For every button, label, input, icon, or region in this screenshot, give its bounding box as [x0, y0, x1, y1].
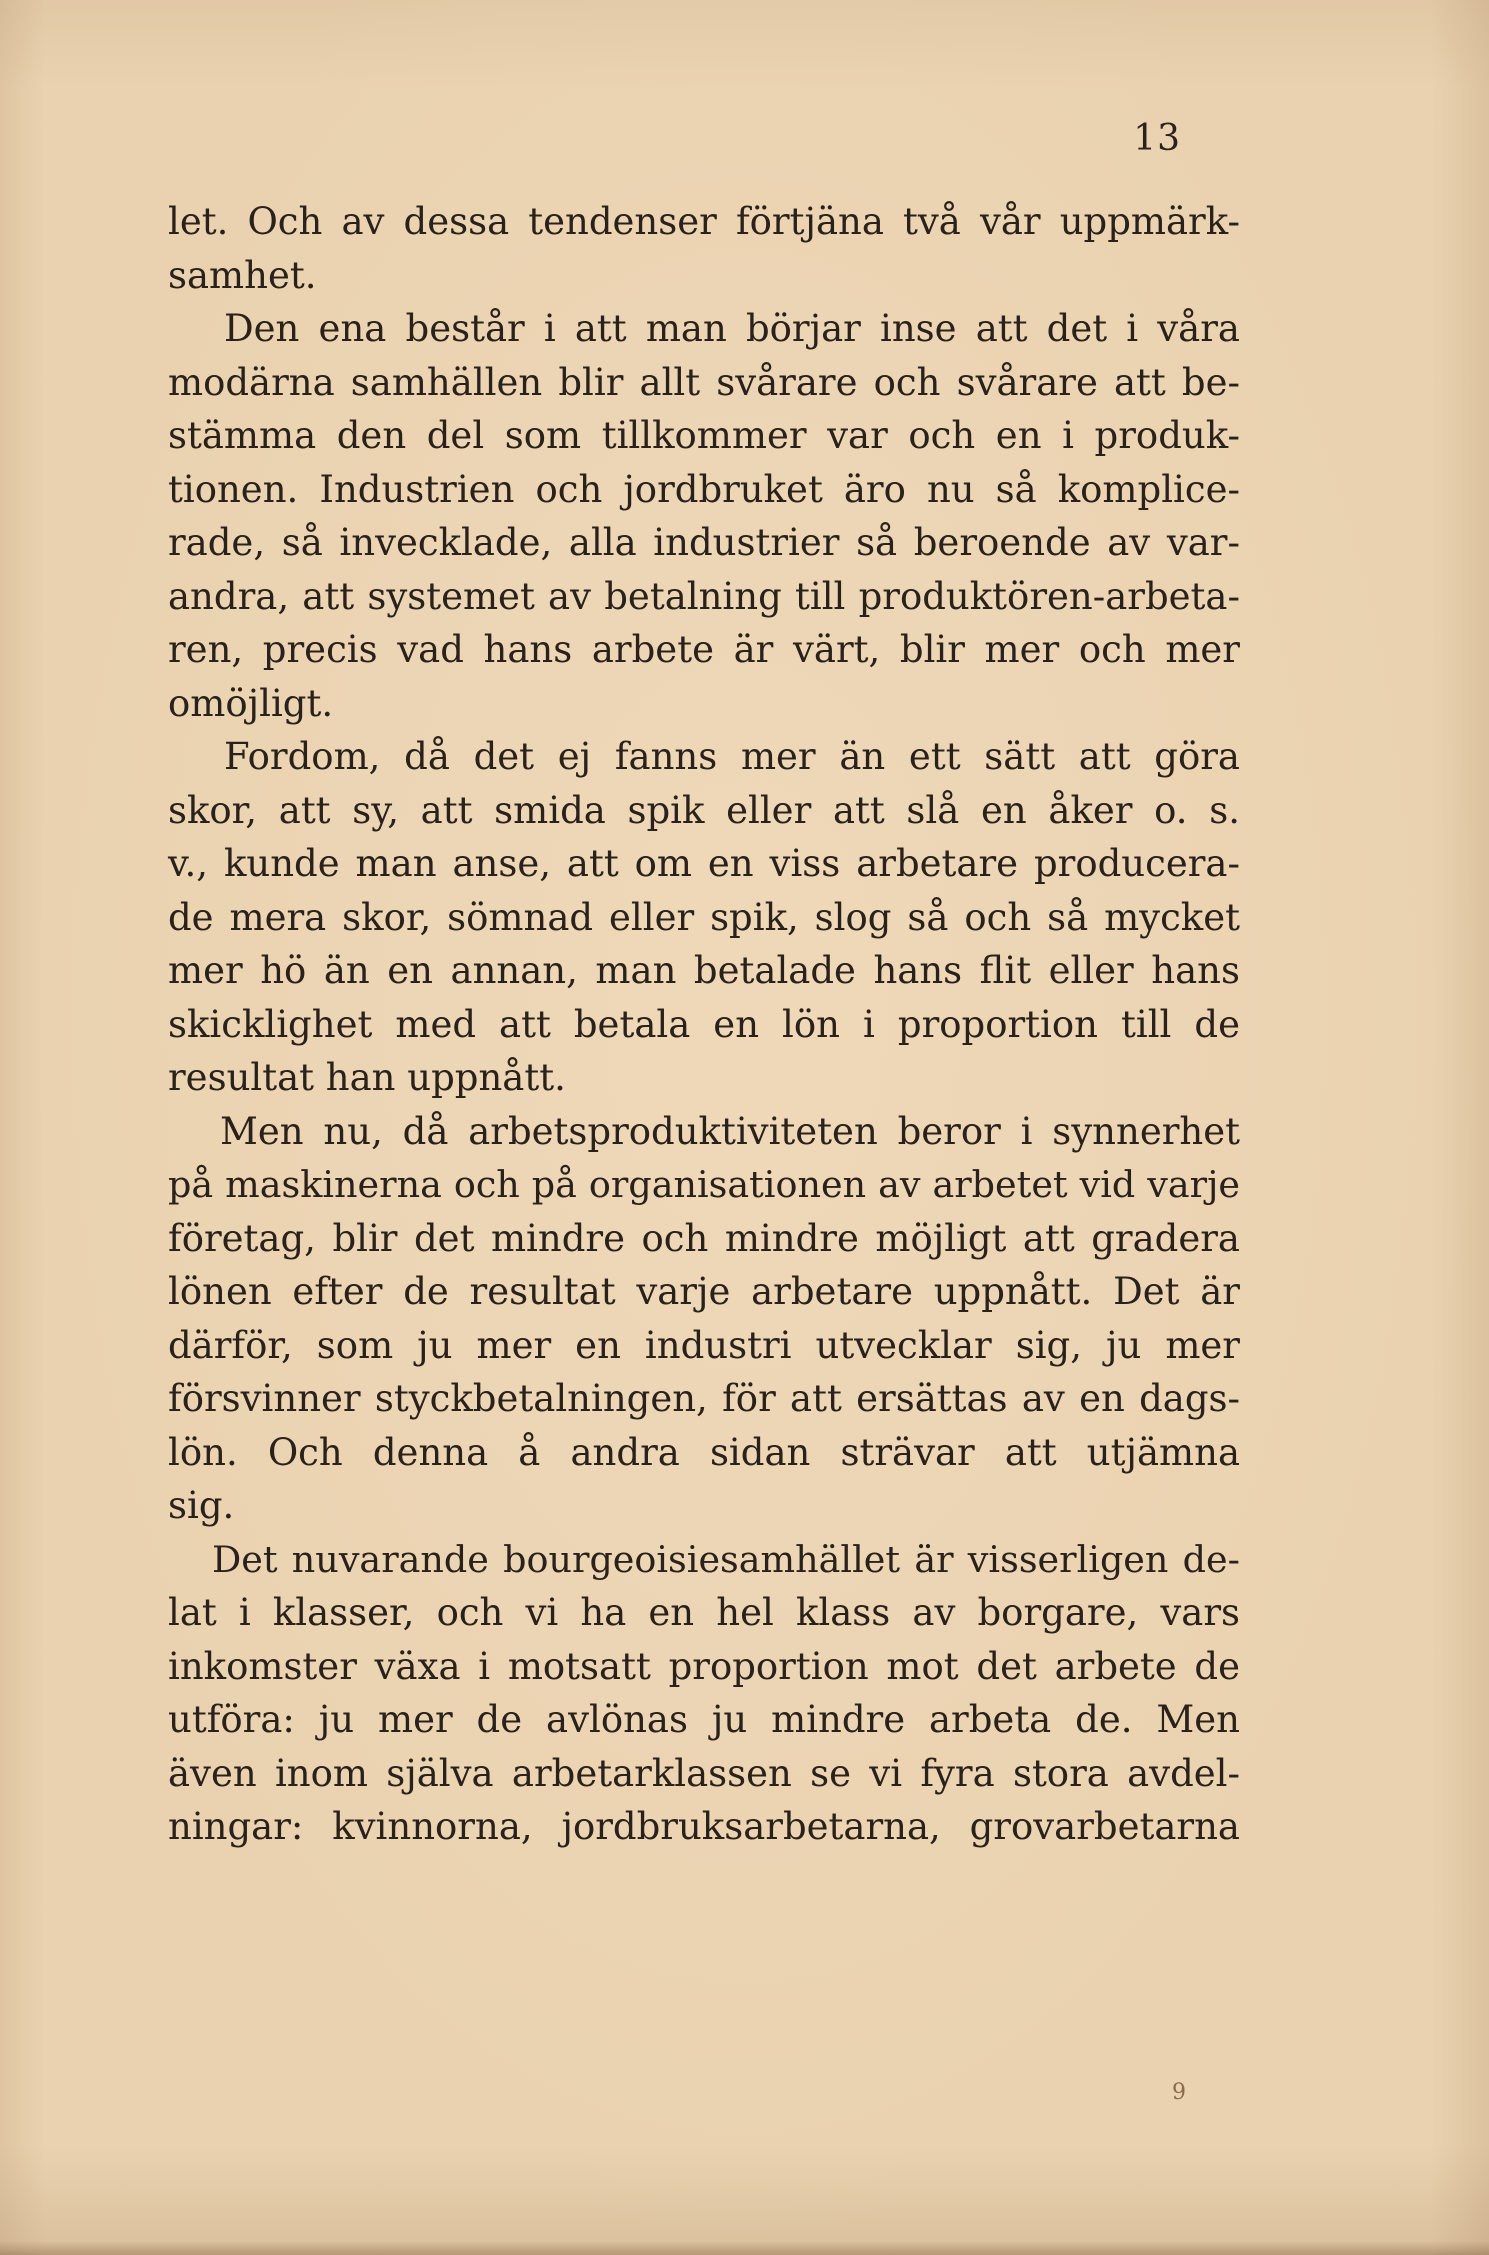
- text-line: företag, blir det mindre och mindre möjligt att gradera: [168, 1216, 1240, 1260]
- text-line: Fordom, då det ej fanns mer än ett sätt att göra: [224, 735, 1240, 778]
- text-line: stämma den del som tillkommer var och en i produk-: [168, 414, 1240, 457]
- text-line: ren, precis vad hans arbete är värt, blir mer och mer: [168, 628, 1240, 671]
- text-line: mer hö än en annan, man betalade hans flit eller hans: [168, 949, 1240, 992]
- text-line: försvinner styckbetalningen, för att ersättas av en dags-: [168, 1377, 1240, 1420]
- text-line: resultat han uppnått.: [168, 1056, 566, 1099]
- text-line: lat i klasser, och vi ha en hel klass av borgare, vars: [168, 1591, 1240, 1634]
- page-bottom-edge: [0, 2241, 1489, 2255]
- text-line: omöjligt.: [168, 681, 334, 725]
- text-line: sig.: [168, 1484, 235, 1527]
- text-line: modärna samhällen blir allt svårare och svårare att be-: [168, 360, 1240, 404]
- text-line: därför, som ju mer en industri utvecklar sig, ju mer: [168, 1323, 1240, 1367]
- text-line: på maskinerna och på organisationen av arbetet vid varje: [168, 1163, 1240, 1206]
- text-line: skicklighet med att betala en lön i proportion till de: [168, 1002, 1240, 1046]
- text-line: ningar: kvinnorna, jordbruksarbetarna, grovarbetarna: [168, 1805, 1240, 1848]
- text-line: inkomster växa i motsatt proportion mot det arbete de: [168, 1644, 1240, 1688]
- text-line: lönen efter de resultat varje arbetare uppnått. Det är: [168, 1270, 1240, 1313]
- text-line: lön. Och denna å andra sidan strävar att utjämna: [168, 1430, 1240, 1474]
- text-line: Den ena består i att man börjar inse att det i våra: [224, 307, 1240, 350]
- text-line: andra, att systemet av betalning till produktören-arbeta-: [168, 574, 1240, 618]
- text-line: Men nu, då arbetsproduktiviteten beror i synnerhet: [220, 1109, 1240, 1153]
- text-line: v., kunde man anse, att om en viss arbetare producera-: [168, 842, 1240, 885]
- text-line: rade, så invecklade, alla industrier så beroende av var-: [168, 521, 1240, 564]
- stray-ink-mark: 9: [1172, 2080, 1186, 2105]
- text-line: även inom själva arbetarklassen se vi fyra stora avdel-: [168, 1751, 1240, 1795]
- page-number: 13: [1133, 118, 1181, 159]
- text-line: de mera skor, sömnad eller spik, slog så och så mycket: [168, 895, 1240, 939]
- text-line: let. Och av dessa tendenser förtjäna två vår uppmärk-: [168, 200, 1240, 243]
- text-line: tionen. Industrien och jordbruket äro nu så komplice-: [168, 467, 1240, 511]
- text-line: Det nuvarande bourgeoisiesamhället är visserligen de-: [212, 1537, 1240, 1581]
- body-text: [168, 195, 1240, 1854]
- text-line: utföra: ju mer de avlönas ju mindre arbeta de. Men: [168, 1698, 1240, 1741]
- text-line: samhet.: [168, 253, 317, 297]
- text-line: skor, att sy, att smida spik eller att slå en åker o. s.: [168, 788, 1240, 832]
